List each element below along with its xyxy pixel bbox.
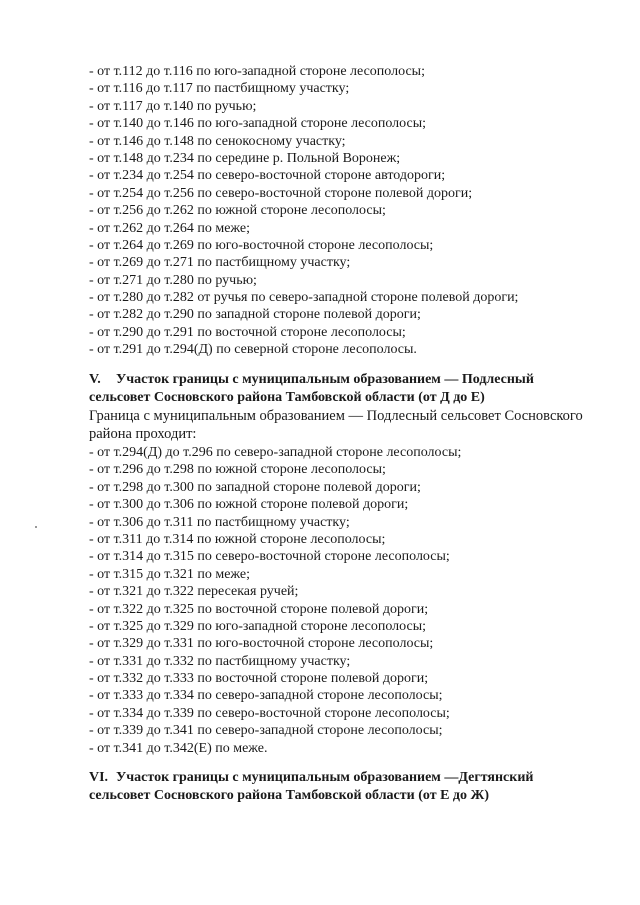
boundary-segment-item: - от т.294(Д) до т.296 по северо-западной стороне лесополосы; [89,445,462,460]
boundary-segment-item: - от т.306 до т.311 по пастбищному участку; [89,514,350,530]
boundary-segment-item: - от т.146 до т.148 по сенокосному участку; [89,133,346,149]
boundary-segment-item: - от т.117 до т.140 по ручью; [89,98,257,114]
boundary-segment-item: - от т.331 до т.332 по пастбищному участку; [89,653,351,669]
section-5-title-line-1 [89,371,609,389]
section-6-heading [89,769,609,805]
section-5-heading [89,371,609,407]
boundary-segment-item: - от т.332 до т.333 по восточной стороне полевой дороги; [89,671,429,687]
boundary-segment-item: - от т.112 до т.116 по юго-западной стороне лесополосы; [89,64,425,79]
boundary-segment-item: - от т.314 до т.315 по северо-восточной стороне лесополосы; [89,549,450,565]
section-5-intro-line-1: Граница с муниципальным образованием — Подлесный сельсовет Сосновского [89,408,583,424]
boundary-segment-item: - от т.271 до т.280 по ручью; [89,272,257,288]
boundary-segment-item: - от т.315 до т.321 по меже; [89,566,251,582]
boundary-segment-item: - от т.264 до т.269 по юго-восточной стороне лесополосы; [89,237,434,253]
section-6-title-line-2: сельсовет Сосновского района Тамбовской области (от Е до Ж) [89,788,489,803]
boundary-segment-item: - от т.290 до т.291 по восточной стороне лесополосы; [89,324,406,340]
boundary-segment-item: - от т.329 до т.331 по юго-восточной стороне лесополосы; [89,636,434,652]
boundary-segment-item: - от т.325 до т.329 по юго-западной стороне лесополосы; [89,618,426,634]
boundary-segment-item: - от т.280 до т.282 от ручья по северо-западной стороне полевой дороги; [89,290,519,306]
section-4-boundary-list [89,63,609,359]
scan-speck [35,526,37,528]
boundary-segment-item: - от т.262 до т.264 по меже; [89,220,251,236]
boundary-segment-item: - от т.322 до т.325 по восточной стороне полевой дороги; [89,601,429,617]
section-6-title-text: Участок границы с муниципальным образованием —Дегтянский [116,770,534,785]
boundary-segment-item: - от т.140 до т.146 по юго-западной стороне лесополосы; [89,116,426,132]
boundary-segment-item: - от т.334 до т.339 по северо-восточной стороне лесополосы; [89,705,450,721]
section-5-number: V. [89,372,101,387]
boundary-segment-item: - от т.311 до т.314 по южной стороне лесополосы; [89,531,386,547]
section-6-number: VI. [89,770,109,785]
boundary-segment-item: - от т.256 до т.262 по южной стороне лесополосы; [89,203,386,219]
boundary-segment-item: - от т.321 до т.322 пересекая ручей; [89,584,299,600]
boundary-segment-item: - от т.291 до т.294(Д) по северной стороне лесополосы. [89,342,417,358]
boundary-segment-item: - от т.269 до т.271 по пастбищному участку; [89,255,351,271]
boundary-segment-item: - от т.296 до т.298 по южной стороне лесополосы; [89,462,386,478]
section-5-intro-line-2: района проходит: [89,426,197,442]
boundary-segment-item: - от т.341 до т.342(Е) по меже. [89,740,268,756]
boundary-segment-item: - от т.254 до т.256 по северо-восточной стороне полевой дороги; [89,185,473,201]
section-5-intro [89,407,609,443]
boundary-segment-item: - от т.300 до т.306 по южной стороне полевой дороги; [89,497,409,513]
boundary-segment-item: - от т.339 до т.341 по северо-западной стороне лесополосы; [89,723,443,739]
section-5-title-line-2: сельсовет Сосновского района Тамбовской области (от Д до Е) [89,390,485,405]
boundary-segment-item: - от т.234 до т.254 по северо-восточной стороне автодороги; [89,168,446,184]
section-5-boundary-list [89,444,609,757]
boundary-segment-item: - от т.282 до т.290 по западной стороне полевой дороги; [89,307,421,323]
boundary-segment-item: - от т.298 до т.300 по западной стороне полевой дороги; [89,479,421,495]
boundary-segment-item: - от т.333 до т.334 по северо-западной стороне лесополосы; [89,688,443,704]
section-6-title-line-1 [89,769,609,787]
boundary-segment-item: - от т.116 до т.117 по пастбищному участку; [89,81,350,97]
section-5-title-text: Участок границы с муниципальным образованием — Подлесный [116,372,534,387]
boundary-segment-item: - от т.148 до т.234 по середине р. Польной Воронеж; [89,150,401,166]
